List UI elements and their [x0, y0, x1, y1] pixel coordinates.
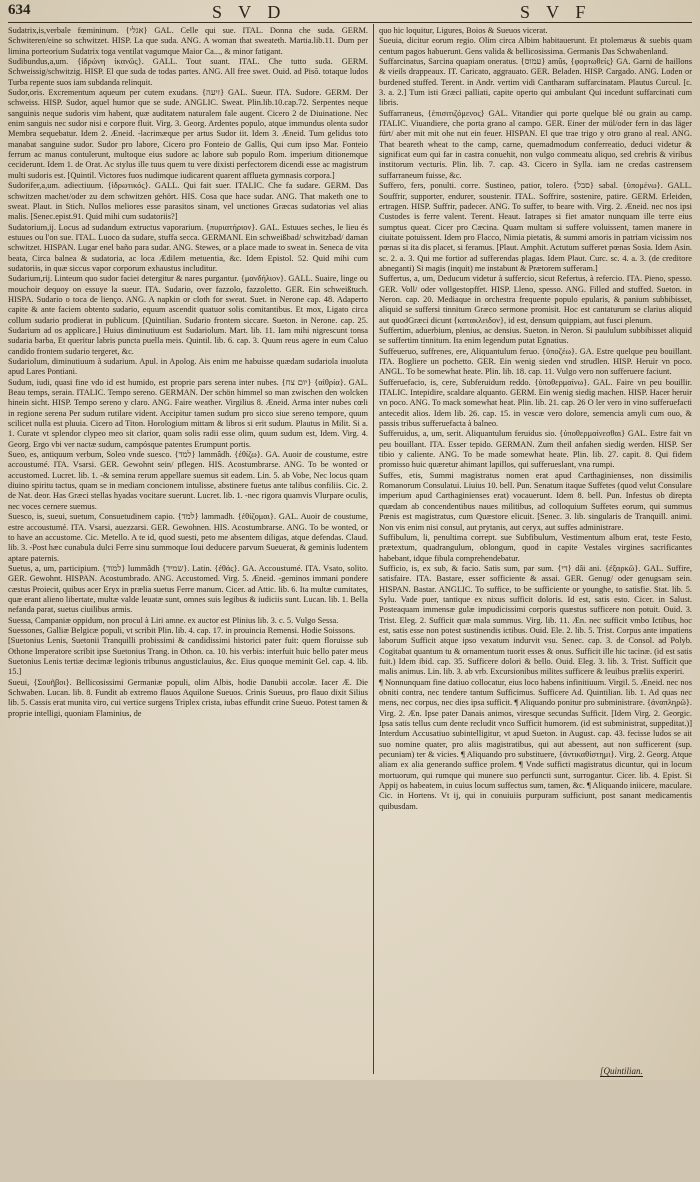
dictionary-entry: Suffarcinatus, Sarcina quapiam oneratus. {עמוס} amûs, {φορτωθείς} GA. Garni de haillons & vieils drappeaux. IT. Caricato, aggrauato. GER. Beladen. HISP. Cargado. ANG. Loden or burdened stuffed. Terent. in Andr. vertim vidi Cantharam suffarcinatam. Plautus Curcul. [c. 3. a. 2.] Tum isti Græci palliati, capite operto qui ambulant Qui incedunt suffarcinati cum libris.: [379, 57, 692, 108]
dictionary-entry: quo hic loquitur, Ligures, Boios & Sueuos vicerat.: [379, 26, 548, 35]
dictionary-entry: Sudariolum, diminutiuum à sudarium. Apul. in Apolog. Ais enim me habuisse quædam sudariola inuoluta apud Lares Pontiani.: [8, 357, 368, 377]
dictionary-entry: Suffibulum, li, penultima corrept. sue Subfibulum, Vestimentum album erat, teste Festo, prætextum, quadrangulum, oblongum, quod in capite Vestales virgines sacrificantes habebant, idque fibula comprehendebatur.: [379, 532, 692, 563]
left-column: [8, 26, 368, 1076]
dictionary-entry: [Suetonius Lenis, Suetonii Tranquilli probissimi & candidissimi historici pater fuit: quem floruisse sub Othone Imperatore scribit ipse Suetonius Trang. in Othon. ca. 10. his verbis: interfuit huic bello pater meus Suetonius Lenis tertiæ decimæ legionis tribunus angusticlauius, &c. Eius quoque meminit Gel. cap. 4. lib. 15.]: [8, 636, 368, 677]
dictionary-entry: Sufferuidus, a, um, serit. Aliquantulum feruidus sio. {ὑποθερμαίνεσθαι} GAL. Estre fait vn peu bouillant. ITA. Esser tepido. GERMAN. Zum theil anfahen siedig werden. HISP. Ser tibio y caliente. ANG. To be made somewhat heate. Plin. lib. 27. capit. 8. Qui fidem promisso huic quæretur ahimant lapillos, qui sufferueslant, vna rumpi.: [379, 429, 692, 470]
dictionary-entry: Sueuia, dicitur eorum regio. Olim circa Albim habitauerunt. Et ptolemæus & suebis quam centum pagos habuerunt. Gens valida & bellicosissima. Germanis Das Schwabenland.: [379, 36, 692, 56]
page-bottom-margin: [0, 1080, 700, 1182]
dictionary-entry: Sudor,oris. Excrementum aqueum per cutem exudans. {זיעה} GAL. Sueur. ITA. Sudore. GERM. Der schweiss. HISP. Sudor, aquel humor que se sude. ANGLIC. Sweat. Plin.lib.10.cap.72. Serpentes neque sanguinis neque sudoris vim habent, quæ auditatem naturalem fale augent. Cicero 2 de Diuinatione. Nec enim sanguis nec sudor nisi e corpore fluit. Virg. 3. Georg. Ardentes populo, atque immundus olenta sudor Membra sequebatur. Idem 2. Æneid. -lacrimæque per artus Sudor iit. Idem 3. Æneid. Tum gelidus toto manabat sanguine sudor. Sudor pro labore, Cicero pro Fonteio de Gallis, Qui cum ipso Mar. Fonteio ferrum ac manus contulerunt, multoque eius sudore ac labore sub populo Rom. imperium ditionemque ceciderunt. Idem 1. de Orat. Ac stylus ille tuus quem tu vere dixisti perfectorem dicendi esse ac magistrum multi sudoris est. [Quintil. Victores fuos nudimque iudicarent quarent afflueta gymnasis corpora.]: [8, 88, 368, 180]
dictionary-entry: Sudatorium,ij. Locus ad sudandum extructus vaporarium. {πυριατήριον}. GAL. Estuues seches, le lieu és estuues ou l'on sue. ITAL. Luoco da sudare, stuffa secca. GERMANI. Ein schweißbad/ schwitzbad/ daman schwitzet. HISPAN. Lugar enel baño para sudar. ANG. Stewes, or a place made to sweat in. Seneca de vita beata, Circa balnea & sudatoria, ac loca Ædilem metuentia, &c. Idem Epistol. 52. Quid mihi cum sudatoriis, in quæ siccus vapor corporum exhaustus includitur.: [8, 222, 368, 273]
dictionary-entry: Sudum, iudi, quasi fine vdo id est humido, est proprie pars serena inter nubes. {יום צח} {αἰθρία}. GAL. Beau temps, serain. ITALIC. Tempo sereno. GERMAN. Der schön himmel so man zwischen den wolcken hinein sicht. HISP. Tempo sereno y claro. ANG. Faire weather. Virgilius 8. Æneid. Arma inter nubes cœli in regione serena Per sudum rutilare vident. Accipitur tamen sudum pro sicco siue sereno tempore, quum scilicet nulla est pluuia. Cicero ad Titon. Horologium mittam & libros si erit sudum. Plautus in Milit. Si a. 1. Curate vt splendor clypeo meo sit clarior, quam solis radii esse olim, quum sudum est, Idem. Virg. 4. Georg. Ergo vbi ver nactæ sudum, campósque patentes Erumpunt portis.: [8, 377, 368, 449]
left-running-head: S V D: [212, 2, 287, 22]
dictionary-entry: Sufferuefacio, is, cere, Subferuidum reddo. {ὑποθερμαίνω}. GAL. Faire vn peu bouillir. ITALIC. Intepidire, scaldare alquanto. GERM. Ein wenig siedig machen. HISP. Hacer heruir vn poco. ANG. To mack somewhat heat. Plin. lib. 21. cap. 26 O ler vero in vino sufferuefacti antecedit alios. Idem lib. 26. cap. 15. in vescæ vero dolore, semencia amyli cum ouo, & passis tribus sufferuefacta à balneo.: [379, 377, 692, 429]
dictionary-entry: Sudorifer,a,um. adiectiuum. {ἱδρωτικός}. GALL. Qui fait suer. ITALIC. Che fa sudare. GERM. Das schwitzen machet/oder zu dem schwitzen gehört. HIS. Cosa que hace sudar. ANG. That maketh one to sweat. Plaut. in Stich. Nullos meliores esse parasitos sinam, vel unctiones Græcas sudatorias vel alias malis. [Senec.epist.91. Quid mihi cum sudatoriis?]: [8, 181, 368, 222]
dictionary-entry: Sueo, es, antiquum verbum, Soleo vnde suesco. {למד} lammâdh. {ἐθίζω}. GA. Auoir de coustume, estre accoustumé. ITA. Vsarsi. GER. Gewohnt sein/ pflegen. HIS. Acostumbrarse. ANG. To be wonted or accustomed. Lucret. lib. 1. -& semina rerum appellare suemus sit eadem. Lin. 5. ab Vobe, Nec locus quam diuino spiritu tactus, quam se in mediam concionem intulisse, abstinere fuetus ante talibus confiliis. Cic. 2. de Nat. deor. Has Græci stellas hyadas vocitare suerunt. Lucret. lib. 1. -nec rigora quamvis Vlurpare oculis, nec voces cernere suemus.: [8, 450, 368, 511]
dictionary-entry: Suffes, etis, Summi magistratus nomen erat apud Carthaginienses, non dissimilis Romanorum Consulatui. Liuius 10. bell. Pun. Senatum itaque Suffetes (quod velut Consulare imperium apud Carthaginienses erat) vocauerunt. Idem 8. bell. Pun. Infestus ob direpta quædam ab concendentibus naues militibus, ad colloquium Suffetes eorum, qui summus Pœnis est magistratus, cum Quæstore elicuit. [Senec. 3. lib. singularis de Tranquill. animi. Non vis enim nisi consul, aut prytanis, aut ceryx, aut suffes administrare.: [379, 470, 692, 532]
page-number: 634: [8, 2, 31, 18]
dictionary-entry: Suetus, a, um, participium. {למוד} lummâdh {שמיד}. Latin. {ἐθάς}. GA. Accoustumé. ITA. Vsato, solito. GER. Gewohnt. HISPAN. Acostumbrado. ANG. Accustomed. Virg. 5. Æneid. -geminos immani pondere cæstus Proiecit, quibus acer Eryx in prælia suetus Ferre manum. Cicer. ad Attic. lib. 6. Ita multæ cumitates, quæ erant alieno libertate, multæ valde leuatæ sunt, omnes suis legibus & iudiciis sunt. Lucan. lib. 1. Bella nefanda parat, suetus ciuilibus armis.: [8, 563, 368, 615]
column-divider: [373, 24, 374, 1074]
dictionary-entry: Suesco, is, sueui, suetum, Consuetudinem capio. {למד} lammadh. {ἐθίζομαι}. GAL. Auoir de coustume, estre accoustumé. ITA. Vsarsi, auezzarsi. GER. Gewohnen. HIS. Acostumbrarse. ANG. To be wonted, or to have an accustome. Cic. Metello. A te id, quod suesti, peto me absentem diligas, atque defendas. Claud. lib. 3. -Post hæc cunabula dulci Ferre sinu summoque Ioui deducere parvum Sueuerat, & geminis ludentem aptare paternis.: [8, 512, 368, 563]
dictionary-entry: Suffeueruo, suffrenes, ere, Aliquantulum feruo. {ὑποζέω}. GA. Estre quelque peu bouillant. ITA. Bogliere un pochetto. GER. Ein wenig sieden vnd strudlen. HISP. Heruir vn poco. ANGL. To be somewhat heate. Plin. lib. 18. cap. 11. Vulgo vero non sufferuere faciunt.: [379, 346, 692, 377]
dictionary-entry: Suffero, fers, ponulti. corre. Sustineo, patior, tolero. {סבל} sabal. {ὑπομένω}. GALL. Souffrir, supporter, endurer, soustenir. ITAL. Soffrire, sostenire, patire. GERM. Erleiden, ertragen. HISP. Suffrir, padecer. ANG. To suffer, to beare with. Virg. 2. Æneid. nec nos ipsi Custodes is ferre valent. Terent. Heaut. Iatrapes si fiet amator nunquam ille terre eius sumptus queat. Cicer pro Cæcina. Quam multam si suffere voluissent, tamen manere in ciuitate potuissent. Idem pro Flacco, Nimia pietatis, & summi amoris in patriam vicissim nos pœnas si ita dis placet, si feramus. [Plaut. Amphit. Actutum sufferet pœnas Sosia. Idem Asin. sc. 2. a. 3. Qui me fortior ad sufferendas plagas. Idem Plaut. Curc. sc. 4. a. 3. (de creditore abneganti) Si magis (inquit) me instabunt & Prætorem sufferam.]: [379, 181, 692, 273]
right-running-head: S V F: [520, 2, 592, 22]
dictionary-entry: Suffarraneus, {ἐπισιτιζόμενος} GAL. Vitandier qui porte quelque blé ou grain au camp. ITALIC. Viuandiere, che porta grano al campo. GER. Einer der mül/oder fern in das läger fürt/ aber mit mit ohe nut ein feuer. HISPAN. El que trae trigo y otro grano al real. ANG. That beareth wheat to the camp, carne, quemadmodum conferreatio, deduci videtur & significat eum qui far in castra conuehit, non vulgo commeatu aliquo, sed crebris & viribus institorum vecturis. Plin. lib. 7. cap. 43. Cicero in Sylla. iam ne credas castrensem suffarraneum fuisse, &c.: [379, 108, 692, 180]
catchword-text: [Quintilian.: [600, 1066, 643, 1076]
dictionary-entry: Suessa, Campaniæ oppidum, non procul à Liri amne. ex auctor est Plinius lib. 3. c. 5. Vulgo Sessa.: [8, 615, 339, 625]
dictionary-entry: Sudibundus,a,um. {ἱδρώνη ἱκανῶς}. GALL. Tout suant. ITAL. Che tutto suda. GERM. Schweissig/schwitzig. HISP. El que suda de todas partes. ANG. All free swet. Ouid. ad Pisō. totaque ludos Turba repente suos iam subdanda relinquit.: [8, 57, 368, 87]
dictionary-entry: Suessones, Galliæ Belgicæ populi, vt scribit Plin. lib. 4. cap. 17. in prouincia Remensi. Hodie Soissons.: [8, 625, 356, 635]
dictionary-entry: Sufficio, is, ex sub, & facio. Satis sum, par sum. {די} dâi ani. {ἐξαρκῶ}. GAL. Suffire, satisfaire. ITA. Bastare, esser sofficiente & assai. GER. Genug/ oder genugsam sein. HISPAN. Bastar. ANGLIC. To suffice, to be sufficiente or younghe, to satisfie. Stat. lib. 5. Sylu. Vade puer, tantique ex nixus sufficit doloris. Id est, satis esto. Cicer. in Salust. Posteaquam immensæ gulæ impudicissimi corporis quæstus sufficere non potuit. Ouid. 3. Trist. Eleg. 2. Sufficit quæ mala summus. Virg. lib. 11. Æn. nec sufficit vmbo Ictibus, hoc est, satis esse non potest sustinendis ictibus. Ouid. Ele. 2. lib. 5. Trist. Corpus ante impatiens laborum Sufficit atque ipso vexatum indurvit vsu. Senec. cap. 3. de Consol. ad Polyb. Cogitabat quantum tu & ornamentum tuorit esses & onus. Sufficit ille hic tacinæ. (id est satis fuit.) Idem ibid. cap. 35. Sufficere dolori & bello. Ouid. Eleg. 3. lib. 3. Trist. Sufficit que malis animus. Lin. lib. 3. ab vrb. Excursionibus milites sufficere & leuibus præliis experiri.: [379, 563, 692, 677]
catchword: [600, 1066, 643, 1076]
dictionary-entry: Suffertus, a, um, Deducum videtur à suffercio, sicut Refertus, à refercio. ITA. Pieno, spesso. GER. Voll/ oder vollgestopffet. HISP. Lleno, spesso. ANG. Filled and stuffed. Sueton. in Neron. cap. 20. Mediaque in orchestra frequente populo epularis, & panium subbibisset, aliquid se suffersi tinnitum Græco sermone promisit. Hoc est cantaturum se clarius aliquid aut quodGræci dicunt {κατακλειδον}, id est, densum quippiam, aut fusci plenum.: [379, 274, 692, 325]
dictionary-entry: Sudarium,rij. Linteum quo sudor faciei detergitur & nares purgantur. {μανδήλιον}. GALL. Suaire, linge ou mouchoir dequoy on essuye la sueur. ITA. Sudario, over fazzolo, fazzoletto. GER. Ein schweißtuch. HISPA. Sudario o toca de lienço. ANG. A napkin or cloth for sweat. Suet. in Nerone cap. 48. Adaperto capite & ante faciem obtento sudario, equum ascendit quatuor solis comitantibus. Et mox, Ligato circa collum sudario prodierat in publicum. [Quintilian. Sudario frontem siccare. Sueton. in Nerone. cap. 25. Sudarium ad os applicare.] Huius diminutiuum est Sudariolum. Mart. lib. 11. Iam mihi nigrescunt tonsa sudaria barba, Et queritur labris puncta puella meis. Quintil. lib. 6. cap. 3. Quum reus agere in eum Caluo candido frontem sudario tergeret, &c.: [8, 274, 368, 356]
dictionary-entry: Sudatrix,is,verbale fœmininum. {אגלי} GAL. Celle qui sue. ITAL. Donna che suda. GERM. Schwiteren/eine so schwitzet. HISP. La que suda. ANG. A woman that sweateth. Martia.lib.11. Dum per limina porteorium Sudatrix toga ventilat vagumque Maior Ca..., & minor fatigant.: [8, 26, 368, 56]
dictionary-entry: ¶ Nonnunquam fine datiuo collocatur, eius loco habens infinitiuum. Virgil. 5. Æneid. nec nos obniti contra, nec tendere tantum Sufficimus. Sufficere Ad. Quintilian. lib. 1. Ad quas nec mens, nec corpus, nec dies ipsa sufficit. ¶ Aliquando ponitur pro subministrare. {ἀναπληρῶ}. Virg. 2. Æn. Ipse pater Danais animos, viresque secundas Sufficit. [Idem Virg. 2. Georgic. Ipsa satis tellus cum dente recludit vnco Sufficit humorem. (id est subministrat, suppeditat.)] Interdum Accusatiuo subintelligitur, vt apud Sueton. in August. cap. 43. fecisse ludos se ait suo nomine quater, pro aliis magistratibus, qui aut abessent, aut non sufficerent (sup. pecuniam) ter & vicies. ¶ Aliquando pro substituere, {ἀντικαθίστημι}. Virg. 2. Georg. Atque aliam ex alia generando suffice prolem. ¶ Vnde sufficti magistratus dicuntur, qui in locum mortuorum, qui rumque qui munere suo perfuncti sunt, surrogantur. Cicer. lib. 4. Epist. Si Appij os habeatem, in cuius locum suffectus sum, tamen, &c. ¶ Aliquando iniicere, maculare. Cic. in Hortens. Vt ij, qui in conuiuiis purpuram sufficiunt, post sanant medicamentis quibusdam.: [379, 677, 692, 811]
header-rule: [8, 22, 692, 23]
dictionary-entry: Sueui, {Σουῆβοι}. Bellicosissimi Germaniæ populi, olim Albis, hodie Danubii accolæ. Iacer Æ. Die Schwaben. Lucan. lib. 8. Fundit ab extremo flauos Aquilone Sueuos. Crinis Sueuus, pro flauo dixit Silius lib. 5. Cassis erat munita viro, cui vertice surgens Triplex crista, iubas effundit crine Sueuo. Potest tamen & proprie intelligi, quoniam Flaminius, de: [8, 677, 368, 718]
dictionary-entry: Suffertim, aduerbium, plenius, ac densius. Sueton. in Neron. Si paululum subbibisset aliquid se suffertim tinnitum. Ita enim legendum putat Egnatius.: [379, 325, 692, 346]
right-column: [379, 26, 692, 1076]
